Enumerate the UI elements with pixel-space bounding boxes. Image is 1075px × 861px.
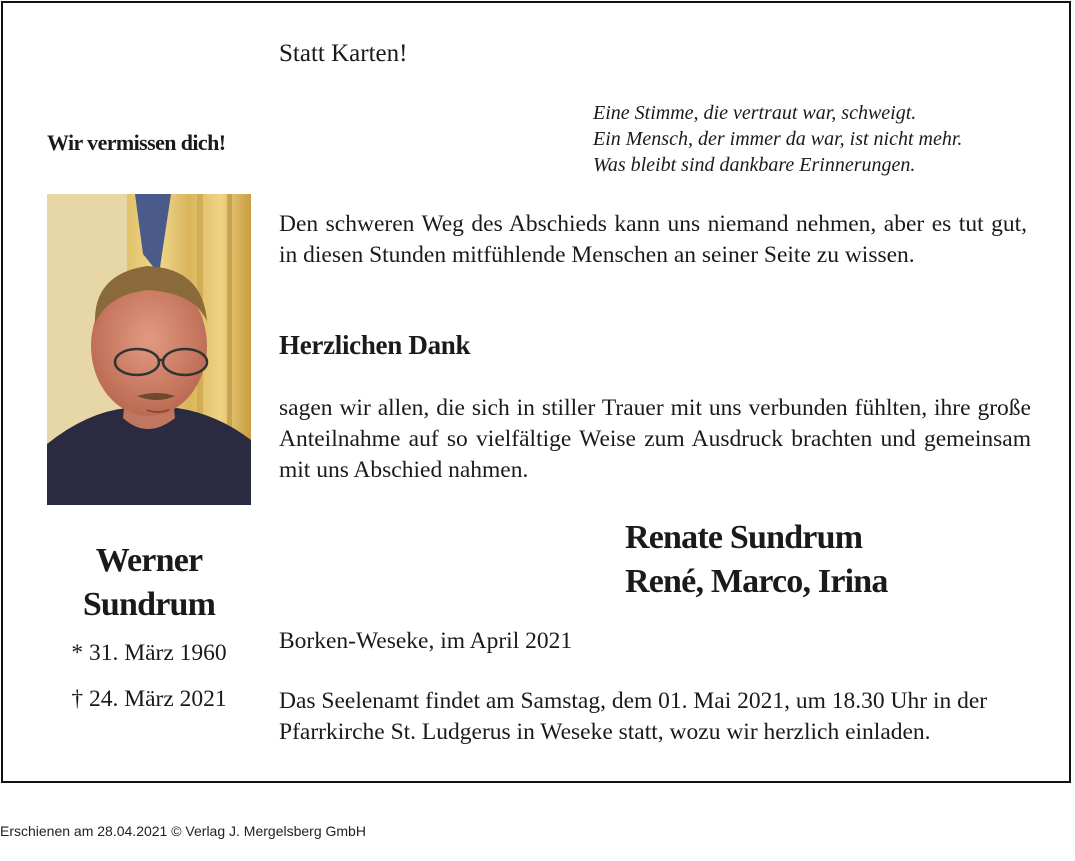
deceased-name <box>47 539 251 627</box>
family-line: René, Marco, Irina <box>625 563 888 600</box>
poem-line: Was bleibt sind dankbare Erinnerungen. <box>593 154 916 176</box>
poem-line: Eine Stimme, die vertraut war, schweigt. <box>593 102 917 124</box>
motto: Wir vermissen dich! <box>47 130 226 155</box>
poem <box>593 100 962 178</box>
statt-karten-heading: Statt Karten! <box>279 40 408 67</box>
birth-date: * 31. März 1960 <box>71 640 227 666</box>
poem-line: Ein Mensch, der immer da war, ist nicht mehr. <box>593 128 963 150</box>
portrait-photo <box>47 194 251 505</box>
paragraph-thanks: sagen wir allen, die sich in stiller Trauer mit uns verbunden fühlten, ihre große Anteilnahme auf so vielfältige Weise zum Ausdruck brachten und gemeinsam mit uns Abschied nahmen. <box>279 395 1031 483</box>
deceased-last-name: Sundrum <box>82 586 216 623</box>
mass-notice: Das Seelenamt findet am Samstag, dem 01. Mai 2021, um 18.30 Uhr in der Pfarrkirche St. Ludgerus in Weseke statt, wozu wir herzlich einladen. <box>279 688 988 745</box>
thanks-heading: Herzlichen Dank <box>279 330 471 360</box>
paragraph-farewell: Den schweren Weg des Abschieds kann uns niemand nehmen, aber es tut gut, in diesen Stunden mitfühlende Menschen an seiner Seite zu wissen. <box>279 211 1027 268</box>
death-date: † 24. März 2021 <box>71 686 227 712</box>
publication-credit: Erschienen am 28.04.2021 © Verlag J. Mergelsberg GmbH <box>0 823 366 839</box>
deceased-first-name: Werner <box>95 542 203 579</box>
family-line: Renate Sundrum <box>625 519 863 556</box>
place-date: Borken-Weseke, im April 2021 <box>279 628 573 654</box>
family-names <box>625 516 888 604</box>
